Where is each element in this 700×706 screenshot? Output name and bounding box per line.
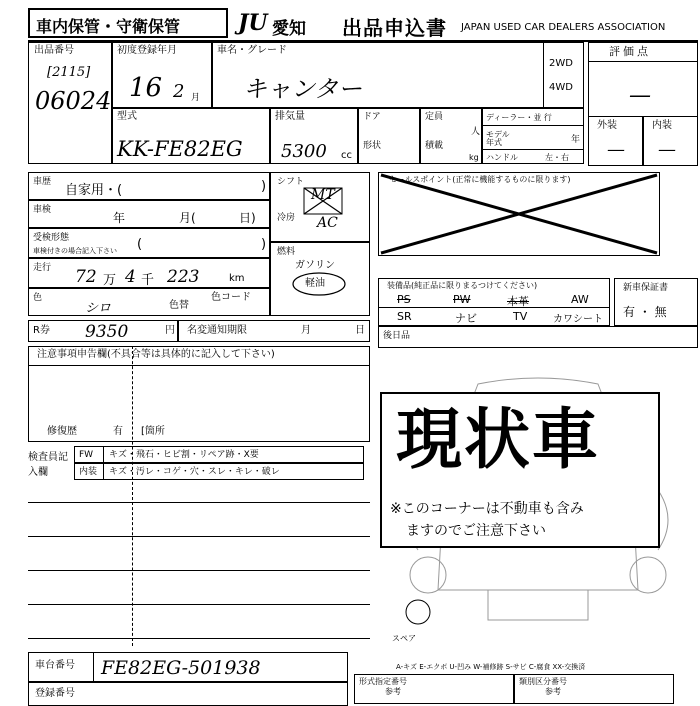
recycle-value: 9350 — [85, 322, 129, 342]
inspector-interior-label: 内装 — [79, 467, 98, 477]
shift-value: MT — [311, 187, 335, 203]
capacity-unit: 人 — [471, 127, 481, 137]
fuel-box — [270, 242, 370, 316]
drive-divider — [543, 43, 544, 109]
color-box — [28, 288, 270, 316]
equipment-rule — [379, 307, 609, 308]
receipt-form-label: 受検形態 — [33, 233, 70, 243]
fuel-gasoline: ガソリン — [295, 260, 335, 271]
plate-label: 登録番号 — [35, 688, 75, 699]
grid-line — [28, 536, 370, 537]
damage-legend: A-キズ E-エクボ U-凹み W-補修跡 S-サビ C-腐食 XX-交換済 — [396, 663, 586, 671]
name-change-label: 名変通知期限 — [187, 325, 247, 336]
lot-number-value: 06024 — [35, 87, 112, 115]
color-value: シロ — [85, 301, 112, 316]
repair-value: 有 — [113, 426, 123, 437]
model-year-unit: 年 — [571, 135, 581, 145]
dealer-rule-2 — [483, 149, 583, 150]
shift-crossed-box — [303, 187, 343, 215]
handle-label: ハンドル — [486, 153, 518, 162]
dealer-rule-1 — [483, 125, 583, 126]
warranty-options: 有 ・ 無 — [623, 305, 667, 319]
diesel-circle — [291, 271, 347, 297]
grid-line — [28, 638, 370, 639]
first-registration-label: 初度登録年月 — [117, 45, 177, 56]
car-name-box — [212, 42, 584, 108]
car-name-label: 車名・グレード — [217, 45, 287, 56]
load-unit: kg — [469, 153, 479, 162]
inspector-fw-label: FW — [79, 450, 94, 460]
drive-2wd: 2WD — [549, 58, 573, 69]
inspector-fw-row — [74, 446, 364, 463]
equip-kawa-seat: カワシート — [553, 314, 603, 325]
exterior-value: — — [607, 139, 625, 160]
model-box — [112, 108, 270, 164]
first-registration-box — [112, 42, 212, 108]
inspection-year-unit: 年 — [113, 211, 126, 225]
load-label: 積載 — [425, 141, 444, 151]
grid-line — [28, 502, 370, 503]
equip-pw: PW — [453, 293, 471, 306]
inspection-label: 車検 — [33, 205, 52, 215]
fuel-label: 燃料 — [277, 247, 296, 257]
rating-label: 評価点 — [609, 45, 651, 58]
equip-sr: SR — [397, 310, 412, 323]
interior-value: — — [658, 139, 676, 160]
repair-place: [箇所 — [141, 426, 165, 437]
postscript-box — [378, 326, 698, 348]
chassis-value: FE82EG-501938 — [101, 657, 261, 679]
registration-month: 2 — [173, 81, 185, 102]
ac-value: AC — [317, 215, 338, 231]
receipt-form-close: ) — [261, 237, 267, 252]
mileage-box — [28, 258, 270, 288]
warranty-label: 新車保証書 — [623, 283, 669, 293]
lot-number-label: 出品番号 — [34, 45, 74, 56]
center-guide-line — [132, 346, 133, 646]
notes-rule — [29, 365, 369, 366]
interior-label: 内装 — [652, 120, 672, 131]
mileage-unit: km — [229, 273, 245, 284]
shift-label: シフト — [277, 177, 305, 187]
as-is-title: 現状車 — [396, 401, 600, 478]
dealer-parallel-label: ディーラー・並 行 — [486, 113, 552, 122]
recycle-box — [28, 320, 178, 342]
car-name-value: キャンター — [243, 75, 363, 103]
warranty-box — [614, 278, 698, 326]
exterior-label: 外装 — [597, 120, 617, 131]
drive-4wd: 4WD — [549, 82, 573, 93]
model-value: KK-FE82EG — [117, 137, 243, 161]
rating-interior-box — [643, 116, 698, 166]
sales-point-label: セールスポイント(正常に機能するものに限ります) — [389, 175, 571, 184]
notes-box — [28, 346, 370, 442]
receipt-form-box — [28, 228, 270, 258]
ju-logo-mark: JU — [238, 10, 268, 36]
inspector-interior-text: キズ・汚レ・コゲ・穴・スレ・キレ・破レ — [109, 467, 280, 477]
notes-label: 注意事項申告欄(不具合等は具体的に記入して下さい) — [37, 349, 275, 360]
equip-tv: TV — [513, 310, 528, 323]
postscript-label: 後日品 — [383, 331, 411, 341]
door-box — [358, 108, 420, 164]
mileage-label: 走行 — [33, 263, 52, 273]
displacement-value: 5300 — [281, 141, 327, 162]
dealer-box — [482, 108, 584, 164]
storage-stamp-text: 車内保管・守衛保管 — [36, 17, 181, 36]
inspector-interior-divider — [103, 464, 104, 479]
receipt-form-open: ( — [137, 237, 143, 252]
form-title: 出品申込書 — [342, 16, 447, 40]
color-code-label: 色コード — [211, 292, 251, 303]
capacity-label: 定員 — [425, 112, 444, 122]
name-change-month: 月 — [301, 325, 311, 336]
inspector-label: 検査員記入欄 — [28, 452, 68, 478]
designated-ref: 参考 — [385, 687, 401, 696]
sales-point-cross — [379, 173, 659, 255]
usage-close: ) — [261, 179, 267, 194]
rating-title-rule — [589, 61, 697, 62]
ac-label: 冷房 — [277, 213, 296, 223]
rating-exterior-box — [588, 116, 643, 166]
ju-logo-text: 愛知 — [272, 19, 306, 39]
plate-box — [28, 682, 348, 706]
sales-point-box — [378, 172, 660, 256]
usage-box — [28, 172, 270, 200]
chassis-box — [28, 652, 348, 682]
inspection-month-unit: 月( — [179, 211, 196, 225]
inspector-fw-divider — [103, 447, 104, 462]
shape-label: 形状 — [363, 141, 382, 151]
grid-line — [28, 570, 370, 571]
model-label: 型式 — [117, 111, 137, 122]
storage-stamp — [28, 8, 228, 38]
equip-leather: 本革 — [507, 295, 529, 308]
mileage-sen: 4 — [125, 267, 136, 287]
equipment-label: 装備品(純正品に限りまるつけてください) — [387, 281, 538, 290]
rating-value: — — [629, 83, 651, 108]
paint-label: 色替 — [169, 300, 189, 311]
lot-sub-number: [2115] — [47, 65, 91, 80]
equip-navi: ナビ — [455, 312, 477, 325]
displacement-box — [270, 108, 358, 164]
category-ref: 参考 — [545, 687, 561, 696]
inspector-interior-row — [74, 463, 364, 480]
category-label: 類別区分番号 — [519, 677, 567, 686]
as-is-note-2: ますのでご注意下さい — [406, 523, 546, 539]
receipt-form-note: 車検付きの場合記入下さい — [33, 247, 117, 255]
recycle-label: R券 — [33, 325, 50, 336]
equipment-box — [378, 278, 610, 326]
chassis-divider — [93, 653, 94, 681]
name-change-box — [178, 320, 370, 342]
lot-number-box — [28, 42, 112, 164]
color-label: 色 — [33, 293, 43, 303]
usage-label: 車歴 — [33, 177, 52, 187]
form-subtitle: JAPAN USED CAR DEALERS ASSOCIATION — [461, 22, 666, 33]
recycle-unit: 円 — [165, 325, 175, 336]
registration-month-unit: 月 — [191, 93, 201, 103]
mileage-man-unit: 万 — [103, 273, 117, 288]
inspector-fw-text: キズ・飛石・ヒビ割・リペア跡・X要 — [109, 450, 259, 460]
model-year-label: モデル年式 — [486, 130, 510, 147]
door-label: ドア — [363, 112, 381, 122]
mileage-rest: 223 — [167, 267, 200, 287]
inspection-box — [28, 200, 270, 228]
capacity-box — [420, 108, 482, 164]
shift-box — [270, 172, 370, 242]
mileage-sen-unit: 千 — [141, 273, 155, 288]
grid-line — [28, 604, 370, 605]
equip-aw: AW — [571, 293, 589, 306]
mileage-man: 72 — [75, 267, 97, 287]
designated-label: 形式指定番号 — [359, 677, 407, 686]
usage-value: 自家用・( — [65, 183, 123, 198]
displacement-label: 排気量 — [275, 111, 305, 122]
blank-grid — [28, 484, 370, 644]
inspection-day-unit: 日) — [239, 211, 256, 225]
repair-label: 修復歴 — [47, 426, 77, 437]
as-is-stamp — [380, 392, 660, 548]
displacement-unit: cc — [341, 150, 352, 161]
chassis-label: 車台番号 — [35, 660, 75, 671]
name-change-day: 日 — [355, 325, 365, 336]
spare-label: スペア — [392, 634, 416, 643]
as-is-note-1: ※このコーナーは不動車も含み — [390, 501, 584, 517]
equip-ps: PS — [397, 293, 411, 306]
fuel-diesel: 軽油 — [305, 278, 325, 289]
registration-year: 16 — [129, 73, 163, 103]
handle-options: 左・右 — [545, 153, 569, 162]
